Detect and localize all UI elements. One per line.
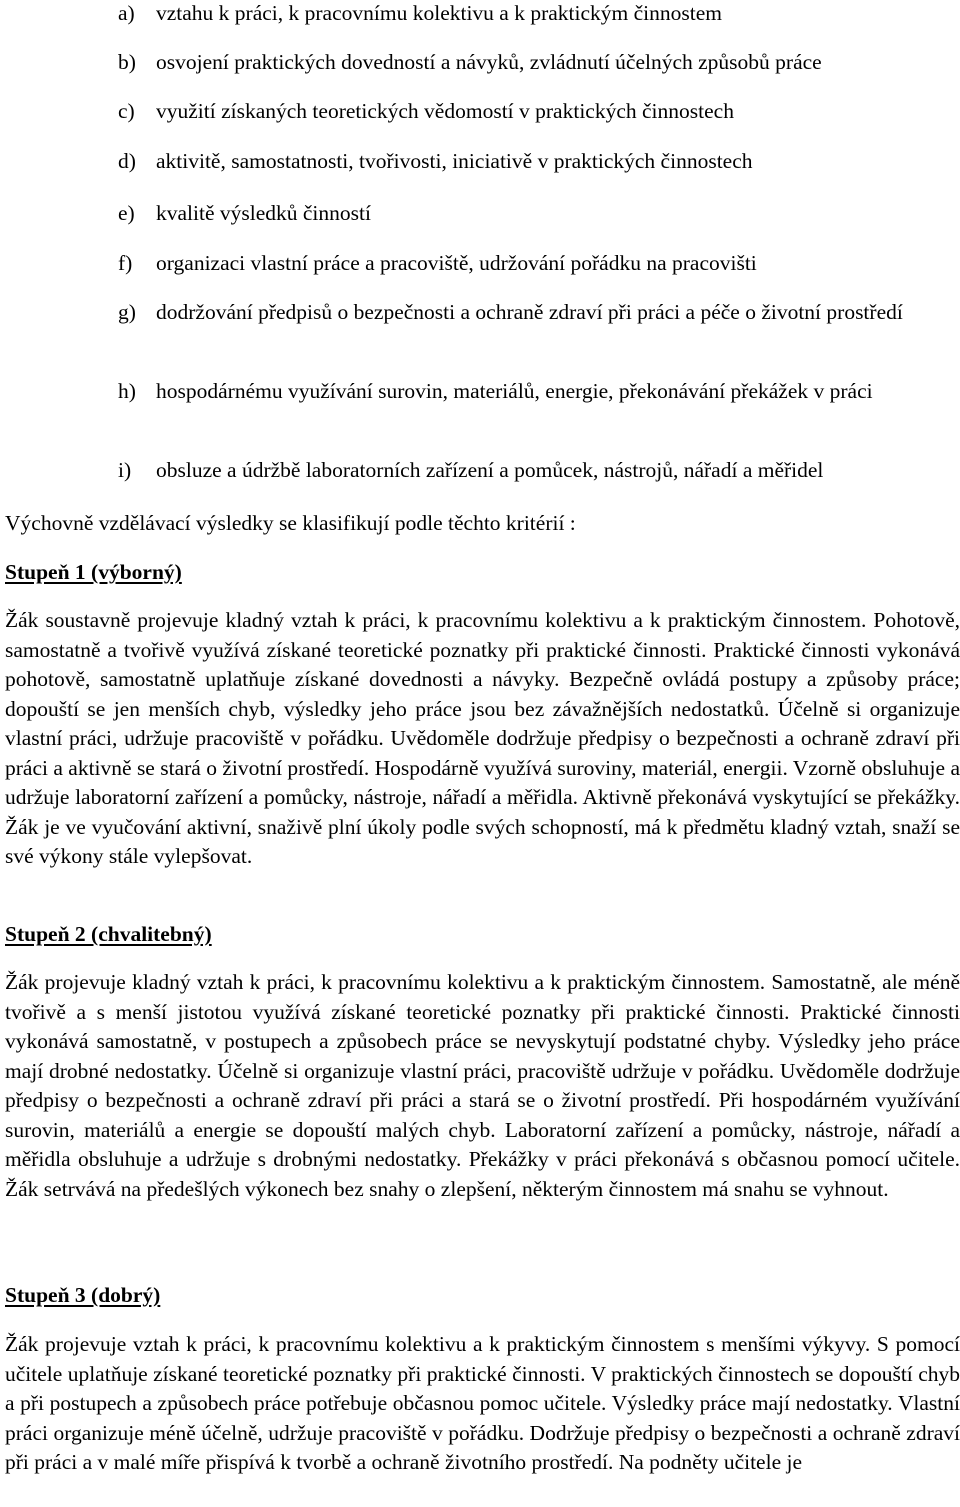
list-item-letter: h) (118, 379, 136, 403)
list-item-letter: d) (118, 149, 136, 173)
grade-heading: Stupeň 2 (chvalitebný) (5, 922, 212, 946)
list-item-text: využití získaných teoretických vědomostí v praktických činnostech (156, 99, 734, 123)
grade-heading: Stupeň 3 (dobrý) (5, 1283, 161, 1307)
list-item-letter: g) (118, 300, 136, 324)
list-item-text: osvojení praktických dovedností a návyků, zvládnutí účelných způsobů práce (156, 50, 822, 74)
list-item-text: vztahu k práci, k pracovnímu kolektivu a k praktickým činnostem (156, 1, 723, 25)
list-item-letter: i) (118, 458, 132, 482)
list-item-text: organizaci vlastní práce a pracoviště, udržování pořádku na pracovišti (156, 251, 757, 275)
list-item-text: obsluze a údržbě laboratorních zařízení a pomůcek, nástrojů, nářadí a měřidel (156, 458, 824, 482)
grade-heading: Stupeň 1 (výborný) (5, 560, 182, 584)
list-item-text: aktivitě, samostatnosti, tvořivosti, iniciativě v praktických činnostech (156, 149, 753, 173)
grade-description: Žák projevuje vztah k práci, k pracovnímu kolektivu a k praktickým činnostem s menšími výkyvy. S pomocí učitele uplatňuje získané teoretické poznatky při praktické činnosti. V praktických činnostech se dopouští chyb a při postupech a způsobech práce potřebuje občasnou pomoc učitele. Výsledky práce mají nedostatky. Vlastní práci organizuje méně účelně, udržuje pracoviště v pořádku. Dodržuje předpisy o bezpečnosti a ochraně zdraví při práci a v malé míře přispívá k tvorbě a ochraně životního prostředí. Na podněty učitele je (5, 1332, 960, 1474)
list-item-letter: f) (118, 251, 133, 275)
grade-description: Žák soustavně projevuje kladný vztah k práci, k pracovnímu kolektivu a k praktickým činnostem. Pohotově, samostatně a tvořivě využívá získané teoretické poznatky při praktické činnosti. Praktické činnosti vykonává pohotově, samostatně uplatňuje získané dovednosti a návyky. Bezpečně ovládá postupy a způsoby práce; dopouští se jen menších chyb, výsledky jeho práce jsou bez závažnějších nedostatků. Účelně si organizuje vlastní práci, udržuje pracoviště v pořádku. Uvědoměle dodržuje předpisy o bezpečnosti a ochraně zdraví při práci a aktivně se stará o životní prostředí. Hospodárně využívá suroviny, materiál, energii. Vzorně obsluhuje a udržuje laboratorní zařízení a pomůcky, nástroje, nářadí a měřidla. Aktivně překonává vyskytující se překážky. Žák je ve vyučování aktivní, snaživě plní úkoly podle svých schopností, má k předmětu kladný vztah, snaží se své výkony stále vylepšovat. (5, 608, 960, 868)
intro-text: Výchovně vzdělávací výsledky se klasifikují podle těchto kritérií : (5, 511, 576, 535)
list-item-letter: b) (118, 50, 136, 74)
list-item-text: hospodárnému využívání surovin, materiálů, energie, překonávání překážek v práci (156, 379, 873, 403)
list-item-letter: a) (118, 1, 135, 25)
list-item-letter: e) (118, 201, 135, 225)
grade-description: Žák projevuje kladný vztah k práci, k pracovnímu kolektivu a k praktickým činnostem. Samostatně, ale méně tvořivě a s menší jistotou využívá získané teoretické poznatky při praktické činnosti. Praktické činnosti vykonává samostatně, v postupech a způsobech práce se nevyskytují podstatné chyby. Výsledky jeho práce mají drobné nedostatky. Účelně si organizuje vlastní práci, pracoviště udržuje v pořádku. Uvědoměle dodržuje předpisy o bezpečnosti a ochraně zdraví při práci a stará se o životní prostředí. Při hospodárném využívání surovin, materiálů a energie se dopouští malých chyb. Laboratorní zařízení a pomůcky, nástroje, nářadí a měřidla obsluhuje a udržuje s drobnými nedostatky. Překážky v práci překonává s občasnou pomocí učitele. Žák setrvává na předešlých výkonech bez snahy o zlepšení, některým činnostem má snahu se vyhnout. (5, 970, 960, 1201)
list-item-letter: c) (118, 99, 135, 123)
list-item-text: dodržování předpisů o bezpečnosti a ochraně zdraví při práci a péče o životní prostředí (156, 300, 903, 324)
list-item-text: kvalitě výsledků činností (156, 201, 371, 225)
